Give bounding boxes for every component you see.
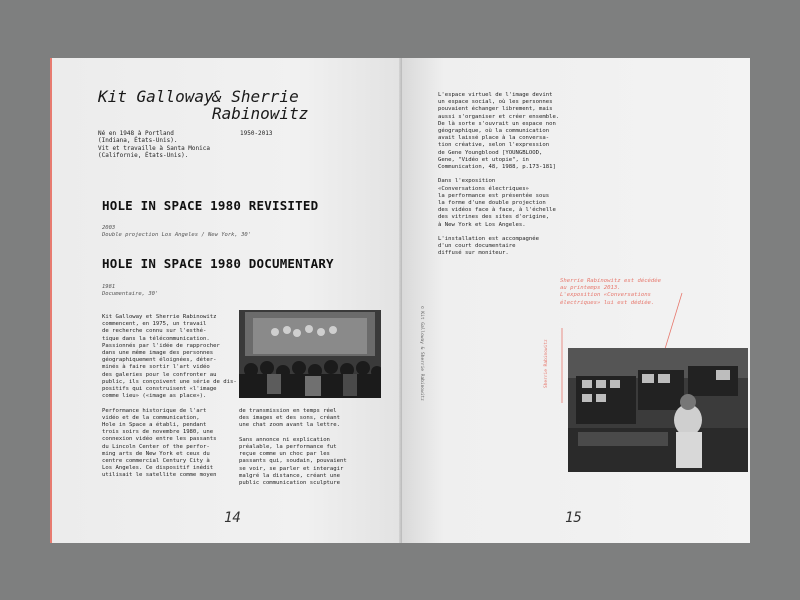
control-room-photo-image [568, 348, 748, 472]
bio-galloway: Né en 1948 à Portland (Indiana, États-Unis). Vit et travaille à Santa Monica (Californie, États-Unis). [98, 130, 210, 160]
artist-name-galloway: Kit Galloway [98, 87, 214, 106]
dedication-caption: Sherrie Rabinowitz est décédée au printemps 2013. L'exposition «Conversations électriques» lui est dédiée. [560, 278, 662, 306]
bio-rabinowitz: 1950-2013 [240, 130, 273, 137]
work-title-documentary: HOLE IN SPACE 1980 DOCUMENTARY [102, 256, 334, 271]
right-page [402, 58, 750, 543]
photo-credit-vertical: © Kit Galloway & Sherrie Rabinowitz [419, 306, 424, 401]
work-meta-revisited: 2003 Double projection Los Angeles / New York, 30' [102, 225, 252, 238]
crowd-photo-image [239, 310, 381, 398]
magazine-spread [50, 58, 750, 543]
page-number-right: 15 [565, 510, 582, 526]
left-page [50, 58, 403, 543]
photo-crowd-screen [239, 310, 381, 398]
artist-name-rabinowitz: & Sherrie Rabinowitz [212, 87, 309, 123]
photo-control-room [568, 348, 748, 472]
body-column-1: Kit Galloway et Sherrie Rabinowitz commencent, en 1975, un travail de recherche connu sur l'esthé- tique dans la télécommunication. Passionnés par l'idée de rapprocher dans une même image des personnes géographiquement éloignées, déter- minés à faire sortir l'art vidéo des galeries pour le confronter au public, ils conçoivent une série de dis- positifs qui construisent «l'image comme lieu» («image as place»). Performance historique de l'art vidéo et de la communication, Hole in Space a établi, pendant trois soirs de novembre 1980, une connexion vidéo entre les passants du Lincoln Center of the perfor- ming arts de New York et ceux du centre commercial Century City à Los Angeles. Ce dispositif inédit utilisait le satellite comme moyen [102, 314, 237, 479]
body-column-right: L'espace virtuel de l'image devint un espace social, où les personnes pouvaient échanger librement, mais aussi s'organiser et créer ensemble. De là sorte s'ouvrait un espace non géographique, où la communication avait laissé place à la conversa- tion créative, selon l'expression de Gene Youngblood [YOUNGBLOOD, Gene, "Vidéo et utopie", in Communication, 48, 1988, p.173-181] Dans l'exposition «Conversations électriques» la performance est présentée sous la forme d'une double projection des vidéos face à face, à l'échelle des vitrines des sites d'origine, à New York et Los Angeles. L'installation est accompagnée d'un court documentaire diffusé sur moniteur. [438, 92, 560, 257]
page-number-left: 14 [224, 510, 241, 526]
work-title-revisited: HOLE IN SPACE 1980 REVISITED [102, 198, 319, 213]
work-meta-documentary: 1981 Documentaire, 30' [102, 284, 159, 297]
body-column-2: de transmission en temps réel des images et des sons, créant une chat zoom avant la lettre. Sans annonce ni explication préalable, la performance fut reçue comme un choc par les passants qui, soudain, pouvaient se voir, se parler et interagir malgré la distance, créant une public communication sculpture [239, 408, 347, 487]
vertical-red-label: Sherrie Rabinowitz [544, 339, 549, 388]
